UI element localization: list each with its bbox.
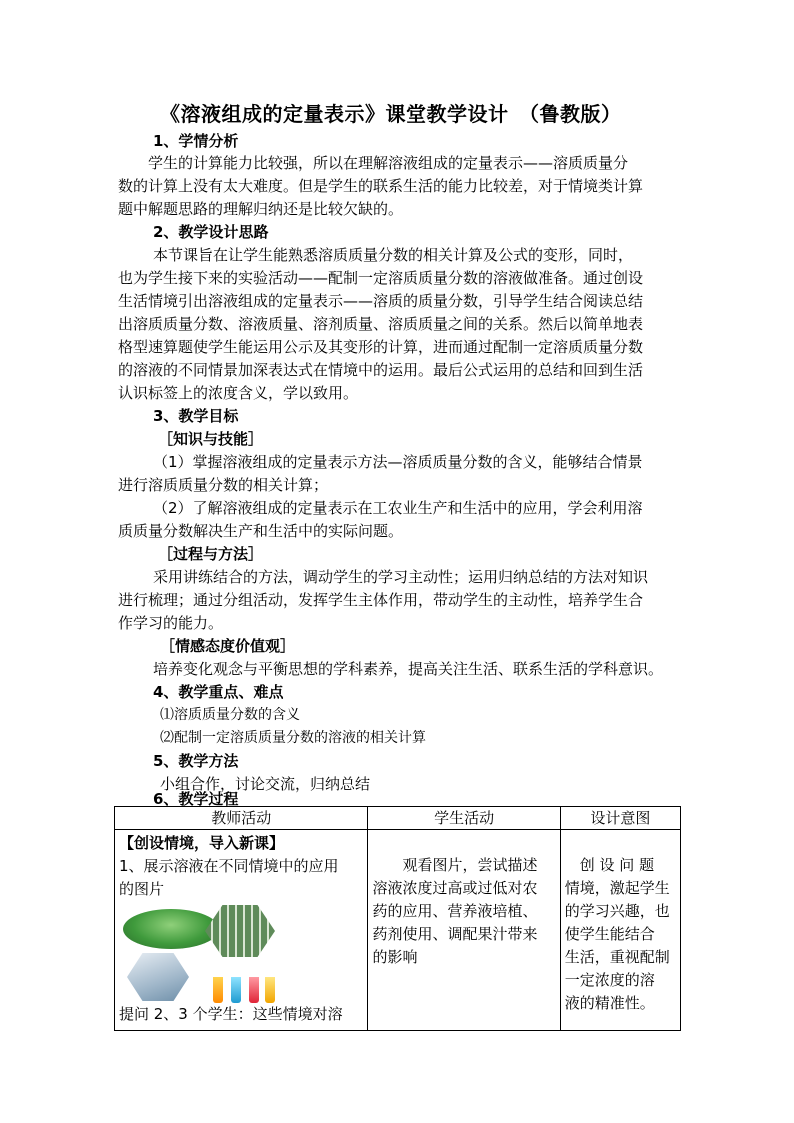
intent-line: 创 设 问 题 (564, 856, 655, 874)
paragraph-line: 的溶液的不同情景加深表达式在情境中的运用。最后公式运用的总结和回到生活 (118, 361, 644, 379)
header-student-activity: 学生活动 (368, 807, 560, 830)
activity-title: 【创设情境，导入新课】 (119, 834, 285, 852)
section-heading-key-points: 4、教学重点、难点 (153, 683, 284, 701)
section-heading-design-idea: 2、教学设计思路 (153, 223, 269, 241)
paragraph-line: 培养变化观念与平衡思想的学科素养，提高关注生活、联系生活的学科意识。 (153, 660, 664, 678)
document-title: 《溶液组成的定量表示》课堂教学设计 （鲁教版） (160, 102, 622, 126)
juice-drinks-image (209, 959, 279, 1003)
table-header-row (115, 807, 681, 830)
header-design-intent: 设计意图 (560, 807, 680, 830)
intent-line: 一定浓度的溶 (564, 971, 655, 989)
activity-line: 的图片 (119, 880, 165, 898)
paragraph-line: 生活情境引出溶液组成的定量表示——溶质的质量分数，引导学生结合阅读总结 (118, 292, 644, 310)
section-heading-process: 6、教学过程 (153, 790, 239, 808)
activity-line: 提问 2、3 个学生：这些情境对溶 (119, 1005, 343, 1023)
paragraph-line: 格型速算题使学生能运用公示及其变形的计算，进而通过配制一定溶质质量分数 (118, 338, 644, 356)
intent-line: 液的精准性。 (564, 994, 655, 1012)
section-heading-objectives: 3、教学目标 (153, 407, 239, 425)
table-row (115, 830, 681, 1031)
greenhouse-image (205, 905, 275, 957)
paragraph-line: 采用讲练结合的方法，调动学生的学习主动性；运用归纳总结的方法对知识 (153, 568, 649, 586)
teacher-activity-cell (115, 830, 368, 1031)
paragraph-line: （2）了解溶液组成的定量表示在工农业生产和生活中的应用，学会利用溶 (153, 499, 643, 517)
emotion-values-label: ［情感态度价值观］ (160, 637, 296, 655)
section-heading-learning-analysis: 1、学情分析 (153, 132, 239, 150)
paragraph-line: 认识标签上的浓度含义，学以致用。 (118, 384, 359, 402)
intent-line: 的学习兴趣，也 (564, 902, 670, 920)
student-activity-cell (368, 830, 560, 1031)
paragraph-line: 也为学生接下来的实验活动——配制一定溶质质量分数的溶液做准备。通过创设 (118, 269, 644, 287)
teaching-process-table (114, 806, 681, 1031)
intent-line: 使学生能结合 (564, 925, 655, 943)
section-heading-methods: 5、教学方法 (153, 752, 239, 770)
solution-scenario-images (119, 905, 363, 1003)
paragraph-line: 本节课旨在让学生能熟悉溶质质量分数的相关计算及公式的变形，同时， (153, 246, 634, 264)
key-point-item: ⑴溶质质量分数的含义 (160, 707, 300, 723)
student-line: 药的应用、营养液培植、 (372, 902, 538, 920)
paragraph-line: 学生的计算能力比较强，所以在理解溶液组成的定量表示——溶质质量分 (148, 154, 629, 172)
laboratory-image (127, 953, 189, 1001)
process-methods-label: ［过程与方法］ (158, 545, 264, 563)
knowledge-skills-label: ［知识与技能］ (158, 430, 264, 448)
paragraph-line: 进行梳理；通过分组活动，发挥学生主体作用，带动学生的主动性，培养学生合 (118, 591, 644, 609)
activity-line: 1、展示溶液在不同情境中的应用 (119, 857, 339, 875)
paragraph-line: （1）掌握溶液组成的定量表示方法—溶质质量分数的含义，能够结合情景 (153, 453, 643, 471)
paragraph-line: 出溶质质量分数、溶液质量、溶剂质量、溶质质量之间的关系。然后以简单地表 (118, 315, 644, 333)
paragraph-line: 题中解题思路的理解归纳还是比较欠缺的。 (118, 200, 404, 218)
paragraph-line: 进行溶质质量分数的相关计算； (118, 476, 329, 494)
student-line: 的影响 (372, 948, 418, 966)
student-line: 溶液浓度过高或过低对农 (372, 879, 538, 897)
paragraph-line: 作学习的能力。 (118, 614, 224, 632)
key-point-item: ⑵配制一定溶质质量分数的溶液的相关计算 (160, 730, 426, 746)
intent-line: 情境，激起学生 (564, 879, 670, 897)
design-intent-cell (560, 830, 680, 1031)
paragraph-line: 质质量分数解决生产和生活中的实际问题。 (118, 522, 404, 540)
farm-field-image (123, 909, 219, 949)
paragraph-line: 数的计算上没有太大难度。但是学生的联系生活的能力比较差，对于情境类计算 (118, 177, 644, 195)
student-line: 观看图片，尝试描述 (372, 856, 538, 874)
header-teacher-activity: 教师活动 (115, 807, 368, 830)
methods-text: 小组合作，讨论交流，归纳总结 (160, 775, 371, 793)
student-line: 药剂使用、调配果汁带来 (372, 925, 538, 943)
intent-line: 生活，重视配制 (564, 948, 670, 966)
